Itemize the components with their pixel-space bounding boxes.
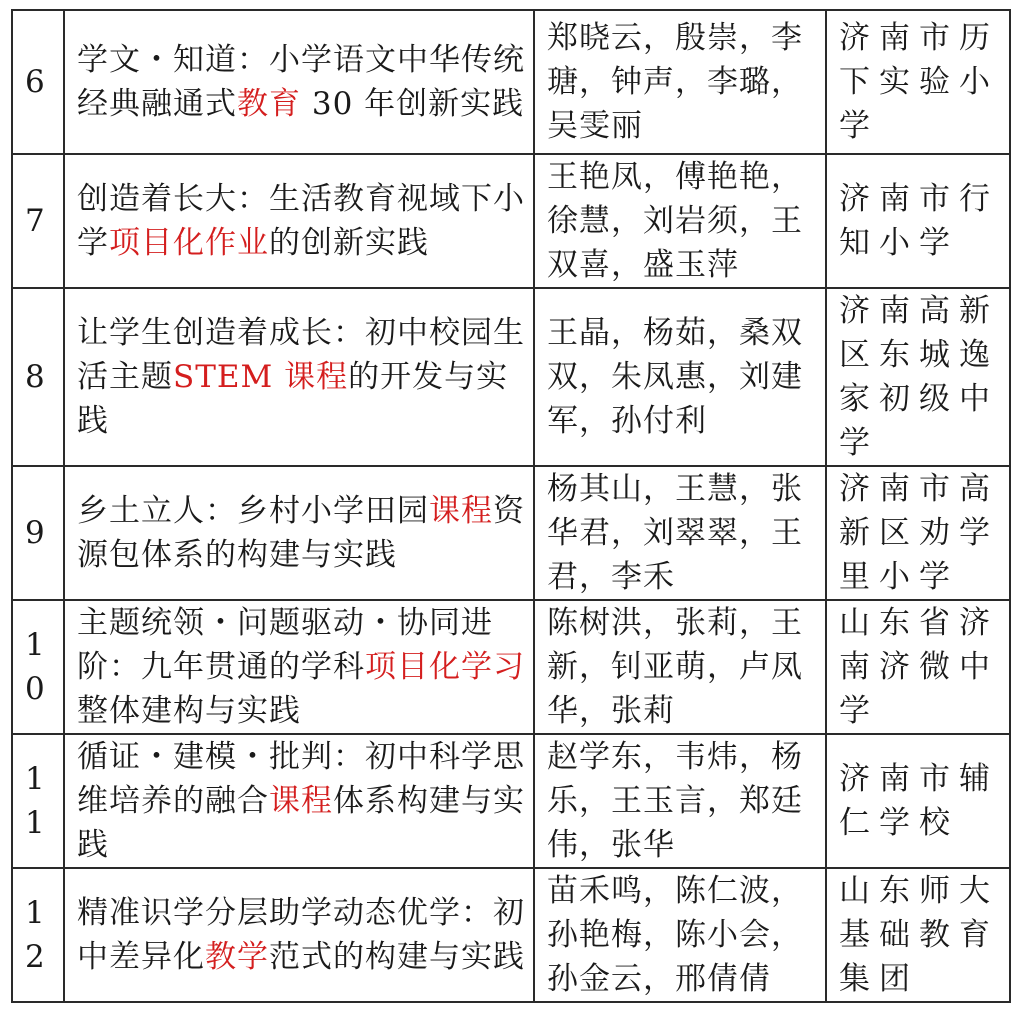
project-title	[64, 466, 534, 600]
row-number: 7	[12, 154, 64, 288]
title-text: 30 年创新实践	[301, 86, 525, 122]
title-text: 体系构建与实践	[77, 783, 525, 863]
title-text: 循证・建模・批判：初中科学思维培养的融合	[77, 739, 525, 819]
table-row	[12, 466, 1010, 600]
row-number: 9	[12, 466, 64, 600]
title-text: 乡土立人：乡村小学田园	[77, 493, 429, 529]
project-title	[64, 868, 534, 1002]
authors-cell: 赵学东，韦炜，杨乐，王玉言，郑廷伟，张华	[534, 734, 826, 868]
table-row	[12, 600, 1010, 734]
organization-cell: 济南市行知小学	[826, 154, 1010, 288]
table-row	[12, 288, 1010, 466]
organization-cell: 山东师大基础教育集团	[826, 868, 1010, 1002]
organization-cell: 山东省济南济微中学	[826, 600, 1010, 734]
title-highlight: 教育	[237, 86, 301, 122]
row-number: 10	[12, 600, 64, 734]
title-text: 整体建构与实践	[77, 693, 301, 729]
row-number: 12	[12, 868, 64, 1002]
table-row	[12, 868, 1010, 1002]
title-text: 创造着长大：生活教育视域下小学	[77, 181, 525, 261]
organization-cell: 济南市高新区劝学里小学	[826, 466, 1010, 600]
title-text: 让学生创造着成长：初中校园生活主题	[77, 315, 525, 395]
table-row	[12, 154, 1010, 288]
title-text: 范式的构建与实践	[269, 939, 525, 975]
title-text: 的创新实践	[269, 225, 429, 261]
authors-cell: 王晶，杨茹，桑双双，朱凤惠，刘建军，孙付利	[534, 288, 826, 466]
authors-cell: 郑晓云，殷崇，李瑭，钟声，李璐，吴雯丽	[534, 10, 826, 154]
row-number: 8	[12, 288, 64, 466]
authors-cell: 杨其山，王慧，张华君，刘翠翠，王君，李禾	[534, 466, 826, 600]
title-text: 精准识学分层助学动态优学：初中差异化	[77, 895, 525, 975]
title-highlight: STEM 课程	[173, 359, 349, 395]
title-text: 学文・知道：小学语文中华传统经典融通式	[77, 42, 525, 122]
title-text: 资源包体系的构建与实践	[77, 493, 525, 573]
organization-cell: 济南高新区东城逸家初级中学	[826, 288, 1010, 466]
title-text: 的开发与实践	[77, 359, 509, 439]
authors-cell: 陈树洪，张莉，王新，钊亚萌，卢凤华，张莉	[534, 600, 826, 734]
title-highlight: 项目化作业	[109, 225, 269, 261]
organization-cell: 济南市历下实验小学	[826, 10, 1010, 154]
title-text: 主题统领・问题驱动・协同进阶：九年贯通的学科	[77, 605, 493, 685]
authors-cell: 王艳凤，傅艳艳，徐慧，刘岩须，王双喜，盛玉萍	[534, 154, 826, 288]
title-highlight: 教学	[205, 939, 269, 975]
title-highlight: 项目化学习	[365, 649, 525, 685]
project-title	[64, 600, 534, 734]
project-title	[64, 10, 534, 154]
project-title	[64, 154, 534, 288]
organization-cell: 济南市辅仁学校	[826, 734, 1010, 868]
table-row	[12, 734, 1010, 868]
awards-table	[11, 9, 1011, 1003]
row-number: 11	[12, 734, 64, 868]
project-title	[64, 288, 534, 466]
authors-cell: 苗禾鸣，陈仁波，孙艳梅，陈小会，孙金云，邢倩倩	[534, 868, 826, 1002]
title-highlight: 课程	[429, 493, 493, 529]
row-number: 6	[12, 10, 64, 154]
table-row	[12, 10, 1010, 154]
project-title	[64, 734, 534, 868]
title-highlight: 课程	[269, 783, 333, 819]
